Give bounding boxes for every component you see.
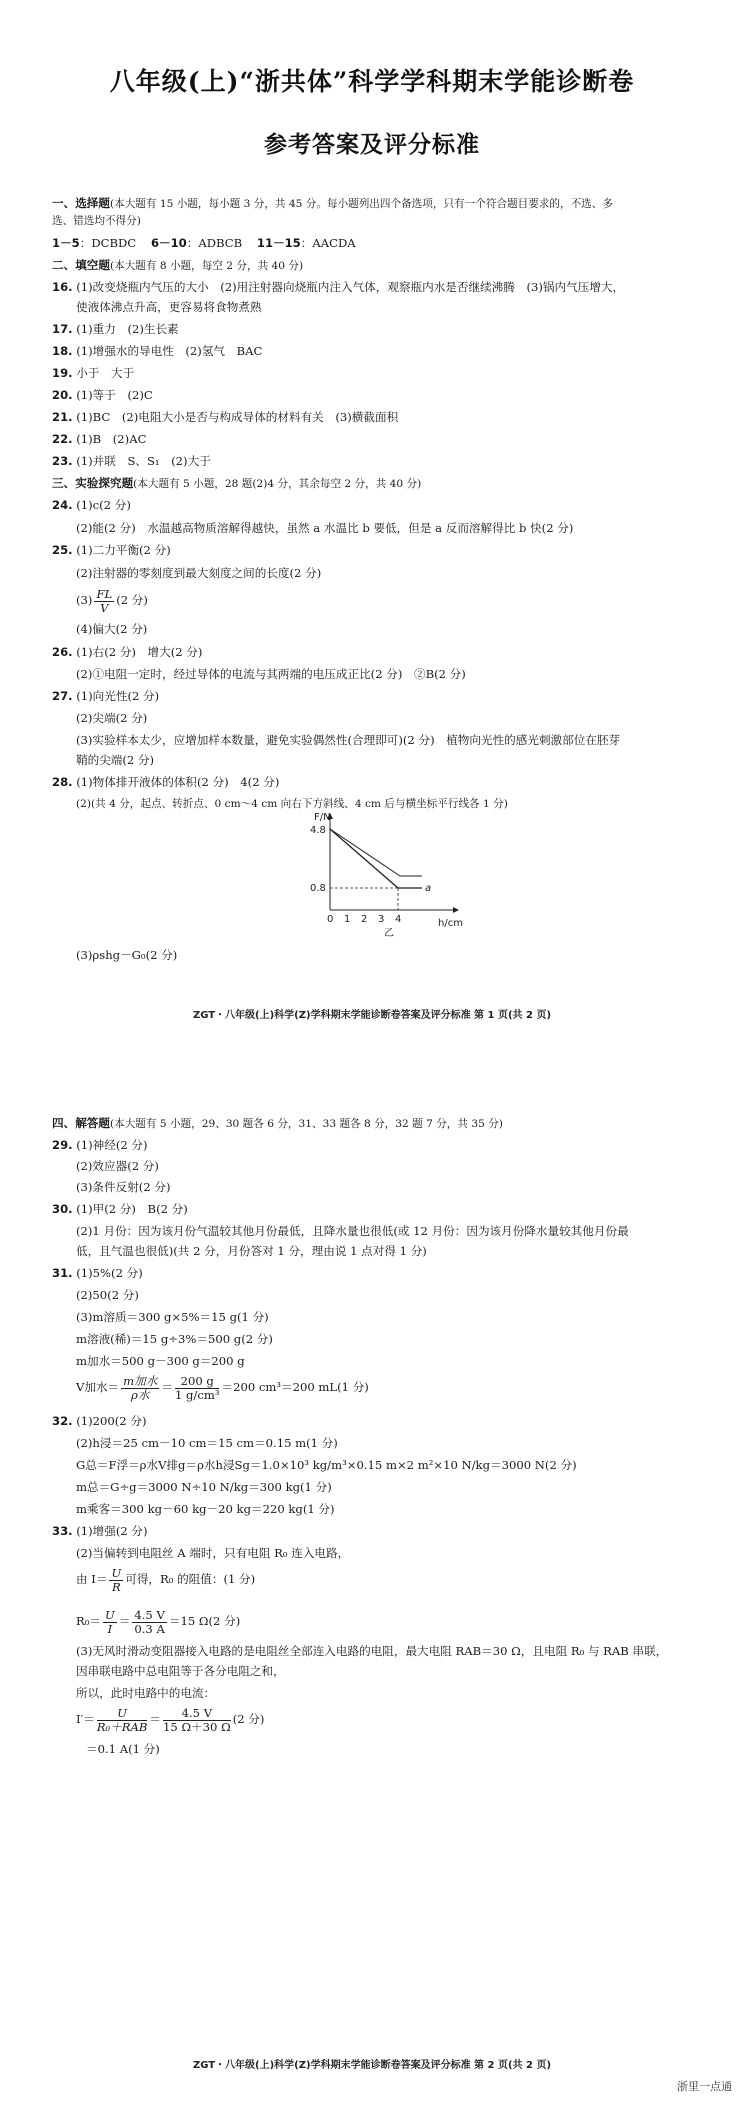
- x-tick-4: 4: [395, 914, 402, 925]
- answer-text: (1)改变烧瓶内气压的大小 (2)用注射器向烧瓶内注入气体，观察瓶内水是否继续沸腾 (3)锅内气压增大，: [76, 280, 625, 294]
- equals: ＝: [161, 1380, 173, 1394]
- answer-32: [52, 1414, 692, 1429]
- question-number: 32.: [52, 1414, 73, 1428]
- question-number: 29.: [52, 1138, 73, 1152]
- answer-33-part-2: (2)当偏转到电阻丝 A 端时，只有电阻 R₀ 连入电路，: [76, 1546, 350, 1560]
- section-4-label: 四、解答题: [52, 1116, 110, 1130]
- question-number: 28.: [52, 775, 73, 789]
- answer-33-ohms-law: [76, 1564, 692, 1594]
- answer-text: (1)并联 S、S₁ (2)大于: [76, 454, 211, 468]
- volume-label: V加水＝: [76, 1380, 120, 1394]
- part-label: (3): [76, 593, 93, 607]
- y-axis-label: F/N: [314, 812, 331, 823]
- section-1-note: (本大题有 15 小题，每小题 3 分，共 45 分。每小题列出四个备选项，只有一个符合题目要求的，不选、多: [109, 198, 613, 210]
- question-number: 25.: [52, 543, 73, 557]
- answer-text: (1)200(2 分): [76, 1414, 147, 1428]
- answer-33-current-result: ＝0.1 A(1 分): [86, 1742, 160, 1756]
- y-tick-4-8: 4.8: [310, 825, 326, 836]
- x-axis-label: h/cm: [438, 918, 463, 929]
- line-a-label: a: [425, 883, 432, 894]
- denominator: R: [111, 1579, 121, 1594]
- denominator: 15 Ω＋30 Ω: [163, 1719, 231, 1734]
- mc-range-3: 11－15: [256, 236, 301, 250]
- numerator: 200 g: [175, 1375, 220, 1389]
- answer-31-part-2: (2)50(2 分): [76, 1288, 139, 1302]
- answer-25-part-2: (2)注射器的零刻度到最大刻度之间的长度(2 分): [76, 566, 322, 580]
- answer-21: [52, 410, 692, 425]
- fraction-mass-over-density: [121, 1375, 159, 1402]
- numerator: U: [111, 1565, 122, 1580]
- answer-33: [52, 1524, 692, 1539]
- section-3-note: (本大题有 5 小题，28 题(2)4 分，其余每空 2 分，共 40 分): [133, 478, 422, 490]
- answer-text: (1)c(2 分): [76, 498, 131, 512]
- fraction-values: [163, 1707, 231, 1734]
- section-1-note-cont: 选、错选均不得分): [52, 215, 141, 227]
- answer-25-part-4: (4)偏大(2 分): [76, 622, 148, 636]
- graph-caption: 乙: [384, 928, 394, 938]
- answer-23: [52, 454, 692, 469]
- answer-text: (1)BC (2)电阻大小是否与构成导体的材料有关 (3)横截面积: [76, 410, 399, 424]
- fraction-u-over-total-r: [97, 1707, 148, 1734]
- answer-30: [52, 1202, 692, 1217]
- line-a-slope: [330, 829, 398, 888]
- question-number: 30.: [52, 1202, 73, 1216]
- numerator: 4.5 V: [134, 1607, 165, 1622]
- denominator: V: [100, 600, 109, 615]
- answer-28-part-2: (2)(共 4 分，起点、转折点、0 cm～4 cm 向右下方斜线、4 cm 后与横坐标平行线各 1 分): [76, 798, 508, 810]
- section-1-heading: [52, 196, 692, 212]
- question-number: 20.: [52, 388, 73, 402]
- section-3-heading: [52, 476, 692, 492]
- mc-answers: [52, 236, 692, 251]
- section-4-note: (本大题有 5 小题，29、30 题各 6 分，31、33 题各 8 分，32 题 7 分，共 35 分): [109, 1118, 503, 1130]
- answer-33-part-3: (3)无风时滑动变阻器接入电路的是电阻丝全部连入电路的电阻，最大电阻 RAB＝30 Ω，且电阻 R₀ 与 RAB 串联，: [76, 1644, 668, 1658]
- denominator: I: [107, 1621, 113, 1636]
- answer-text: (1)增强(2 分): [76, 1524, 148, 1538]
- answer-33-current: [76, 1704, 692, 1734]
- answer-19: [52, 366, 692, 381]
- answer-25: [52, 543, 692, 558]
- answer-30-part-2-cont: 低，且气温也很低)(共 2 分，月份答对 1 分，理由说 1 点对得 1 分): [76, 1244, 427, 1258]
- denominator: R₀＋RAB: [96, 1719, 148, 1734]
- answer-text: (1)向光性(2 分): [76, 689, 160, 703]
- mc-answers-1: ：DCBDC: [79, 236, 137, 250]
- answer-29-part-2: (2)效应器(2 分): [76, 1159, 159, 1173]
- fraction-values: [132, 1609, 167, 1636]
- equals: ＝: [149, 1712, 162, 1726]
- answer-page-2: [0, 1100, 744, 2104]
- answer-31-part-3-step-4: [76, 1372, 692, 1402]
- exam-title: 八年级(上)“浙共体”科学学科期末学能诊断卷: [109, 67, 635, 96]
- answer-27-part-2: (2)尖端(2 分): [76, 711, 148, 725]
- equals: ＝: [118, 1614, 131, 1628]
- answer-18: [52, 344, 692, 359]
- question-number: 17.: [52, 322, 73, 336]
- answer-26: [52, 645, 692, 660]
- answer-33-part-3-cont: 因串联电路中总电阻等于各分电阻之和，: [76, 1664, 285, 1678]
- question-number: 23.: [52, 454, 73, 468]
- answer-30-part-2: (2)1 月份：因为该月份气温较其他月份最低，且降水量也很低(或 12 月份：因为该月份降水量较其他月份最: [76, 1224, 629, 1238]
- answer-text: (1)物体排开液体的体积(2 分) 4(2 分): [76, 775, 280, 789]
- section-2-note: (本大题有 8 小题，每空 2 分，共 40 分): [109, 260, 304, 272]
- result: ＝200 cm³＝200 mL(1 分): [221, 1380, 369, 1394]
- source-watermark: 浙里一点通: [677, 2080, 732, 2093]
- section-2-label: 二、填空题: [52, 258, 110, 272]
- formula-prefix: 由 I＝: [76, 1572, 108, 1586]
- mc-answers-3: ：AACDA: [300, 236, 356, 250]
- answer-31-part-3-step-3: m加水＝500 g－300 g＝200 g: [76, 1354, 245, 1368]
- answer-page-1: [0, 0, 744, 1040]
- answer-27: [52, 689, 692, 704]
- answer-16: [52, 280, 692, 295]
- y-tick-0-8: 0.8: [310, 883, 326, 894]
- answer-25-part-3: [76, 586, 692, 615]
- question-number: 18.: [52, 344, 73, 358]
- x-tick-1: 1: [344, 914, 351, 925]
- answer-text: (1)重力 (2)生长素: [76, 322, 179, 336]
- answer-text: (1)二力平衡(2 分): [76, 543, 171, 557]
- answer-16-cont: 使液体沸点升高，更容易将食物煮熟: [76, 300, 262, 314]
- answer-text: (1)等于 (2)C: [76, 388, 153, 402]
- question-number: 24.: [52, 498, 73, 512]
- section-2-heading: [52, 258, 692, 274]
- answer-text: (1)右(2 分) 增大(2 分): [76, 645, 203, 659]
- denominator: ρ水: [131, 1387, 150, 1402]
- question-number: 22.: [52, 432, 73, 446]
- answer-31-part-3-step-2: m溶液(稀)＝15 g÷3%＝500 g(2 分): [76, 1332, 273, 1346]
- answer-27-part-3: (3)实验样本太少，应增加样本数量，避免实验偶然性(合理即可)(2 分) 植物向光性的感光刺激部位在胚芽: [76, 733, 621, 747]
- answer-text: (1)甲(2 分) B(2 分): [76, 1202, 188, 1216]
- question-number: 26.: [52, 645, 73, 659]
- answer-28-part-3: (3)ρshg－G₀(2 分): [76, 948, 178, 962]
- mc-range-1: 1－5: [52, 236, 80, 250]
- answer-text: (1)B (2)AC: [76, 432, 147, 446]
- numerator: m加水: [123, 1373, 158, 1388]
- page-footer-1: ZGT・八年级(上)科学(Z)学科期末学能诊断卷答案及评分标准 第 1 页(共 2 页): [192, 1010, 552, 1021]
- fraction-u-over-r: [109, 1567, 123, 1594]
- numerator: FL: [96, 586, 113, 601]
- formula-prefix: R₀＝: [76, 1614, 101, 1628]
- denominator: 0.3 A: [134, 1621, 165, 1636]
- answer-26-part-2: (2)①电阻一定时，经过导体的电流与其两端的电压成正比(2 分) ②B(2 分): [76, 667, 466, 681]
- answer-text: 小于 大于: [76, 366, 135, 380]
- answer-29: [52, 1138, 692, 1153]
- answer-20: [52, 388, 692, 403]
- question-number: 27.: [52, 689, 73, 703]
- score-note: (2 分): [232, 1712, 265, 1726]
- reference-line-slope: [330, 829, 400, 876]
- question-number: 33.: [52, 1524, 73, 1538]
- answer-32-part-2-step-3: m总＝G÷g＝3000 N÷10 N/kg＝300 kg(1 分): [76, 1480, 332, 1494]
- answer-24: [52, 498, 692, 513]
- fraction-u-over-i: [103, 1609, 117, 1636]
- formula-suffix: 可得，R₀ 的阻值：(1 分): [125, 1572, 256, 1586]
- answer-32-part-2-step-4: m乘客＝300 kg－60 kg－20 kg＝220 kg(1 分): [76, 1502, 335, 1516]
- answer-29-part-3: (3)条件反射(2 分): [76, 1180, 171, 1194]
- formula-prefix: I′＝: [76, 1712, 95, 1726]
- answer-31-part-3: (3)m溶质＝300 g×5%＝15 g(1 分): [76, 1310, 269, 1324]
- answer-32-part-2-step-2: G总＝F浮＝ρ水V排g＝ρ水h浸Sg＝1.0×10³ kg/m³×0.15 m×2 m²×10 N/kg＝3000 N(2 分): [76, 1458, 577, 1472]
- question-number: 19.: [52, 366, 73, 380]
- result: ＝15 Ω(2 分): [168, 1614, 241, 1628]
- answer-33-resistance: [76, 1606, 692, 1636]
- x-tick-2: 2: [361, 914, 368, 925]
- x-tick-3: 3: [378, 914, 385, 925]
- answer-17: [52, 322, 692, 337]
- answer-24-part-2: (2)能(2 分) 水温越高物质溶解得越快，虽然 a 水温比 b 要低，但是 a 反而溶解得比 b 快(2 分): [76, 521, 574, 535]
- force-depth-graph: [300, 808, 470, 938]
- mc-answers-2: ：ADBCB: [186, 236, 243, 250]
- answer-27-part-3-cont: 鞘的尖端(2 分): [76, 753, 155, 767]
- answer-28: [52, 775, 692, 790]
- answer-32-part-2: (2)h浸＝25 cm－10 cm＝15 cm＝0.15 m(1 分): [76, 1436, 338, 1450]
- question-number: 21.: [52, 410, 73, 424]
- denominator: 1 g/cm³: [174, 1387, 220, 1402]
- answer-key-title: 参考答案及评分标准: [264, 131, 480, 158]
- fraction-values: [175, 1375, 220, 1402]
- mc-range-2: 6－10: [150, 236, 187, 250]
- section-3-label: 三、实验探究题: [52, 476, 134, 490]
- section-4-heading: [52, 1116, 692, 1132]
- fraction-fl-over-v: [94, 588, 114, 615]
- answer-text: (1)神经(2 分): [76, 1138, 148, 1152]
- numerator: U: [104, 1607, 115, 1622]
- answer-text: (1)5%(2 分): [76, 1266, 143, 1280]
- question-number: 31.: [52, 1266, 73, 1280]
- answer-33-part-3-cont-2: 所以，此时电路中的电流：: [76, 1686, 216, 1700]
- answer-text: (1)增强水的导电性 (2)氢气 BAC: [76, 344, 263, 358]
- question-number: 16.: [52, 280, 73, 294]
- score-note: (2 分): [116, 593, 148, 607]
- answer-31: [52, 1266, 692, 1281]
- section-1-label: 一、选择题: [52, 196, 110, 210]
- page-footer-2: ZGT・八年级(上)科学(Z)学科期末学能诊断卷答案及评分标准 第 2 页(共 2 页): [192, 2060, 552, 2071]
- numerator: U: [97, 1707, 148, 1721]
- x-tick-0: 0: [327, 914, 334, 925]
- answer-22: [52, 432, 692, 447]
- numerator: 4.5 V: [163, 1707, 231, 1721]
